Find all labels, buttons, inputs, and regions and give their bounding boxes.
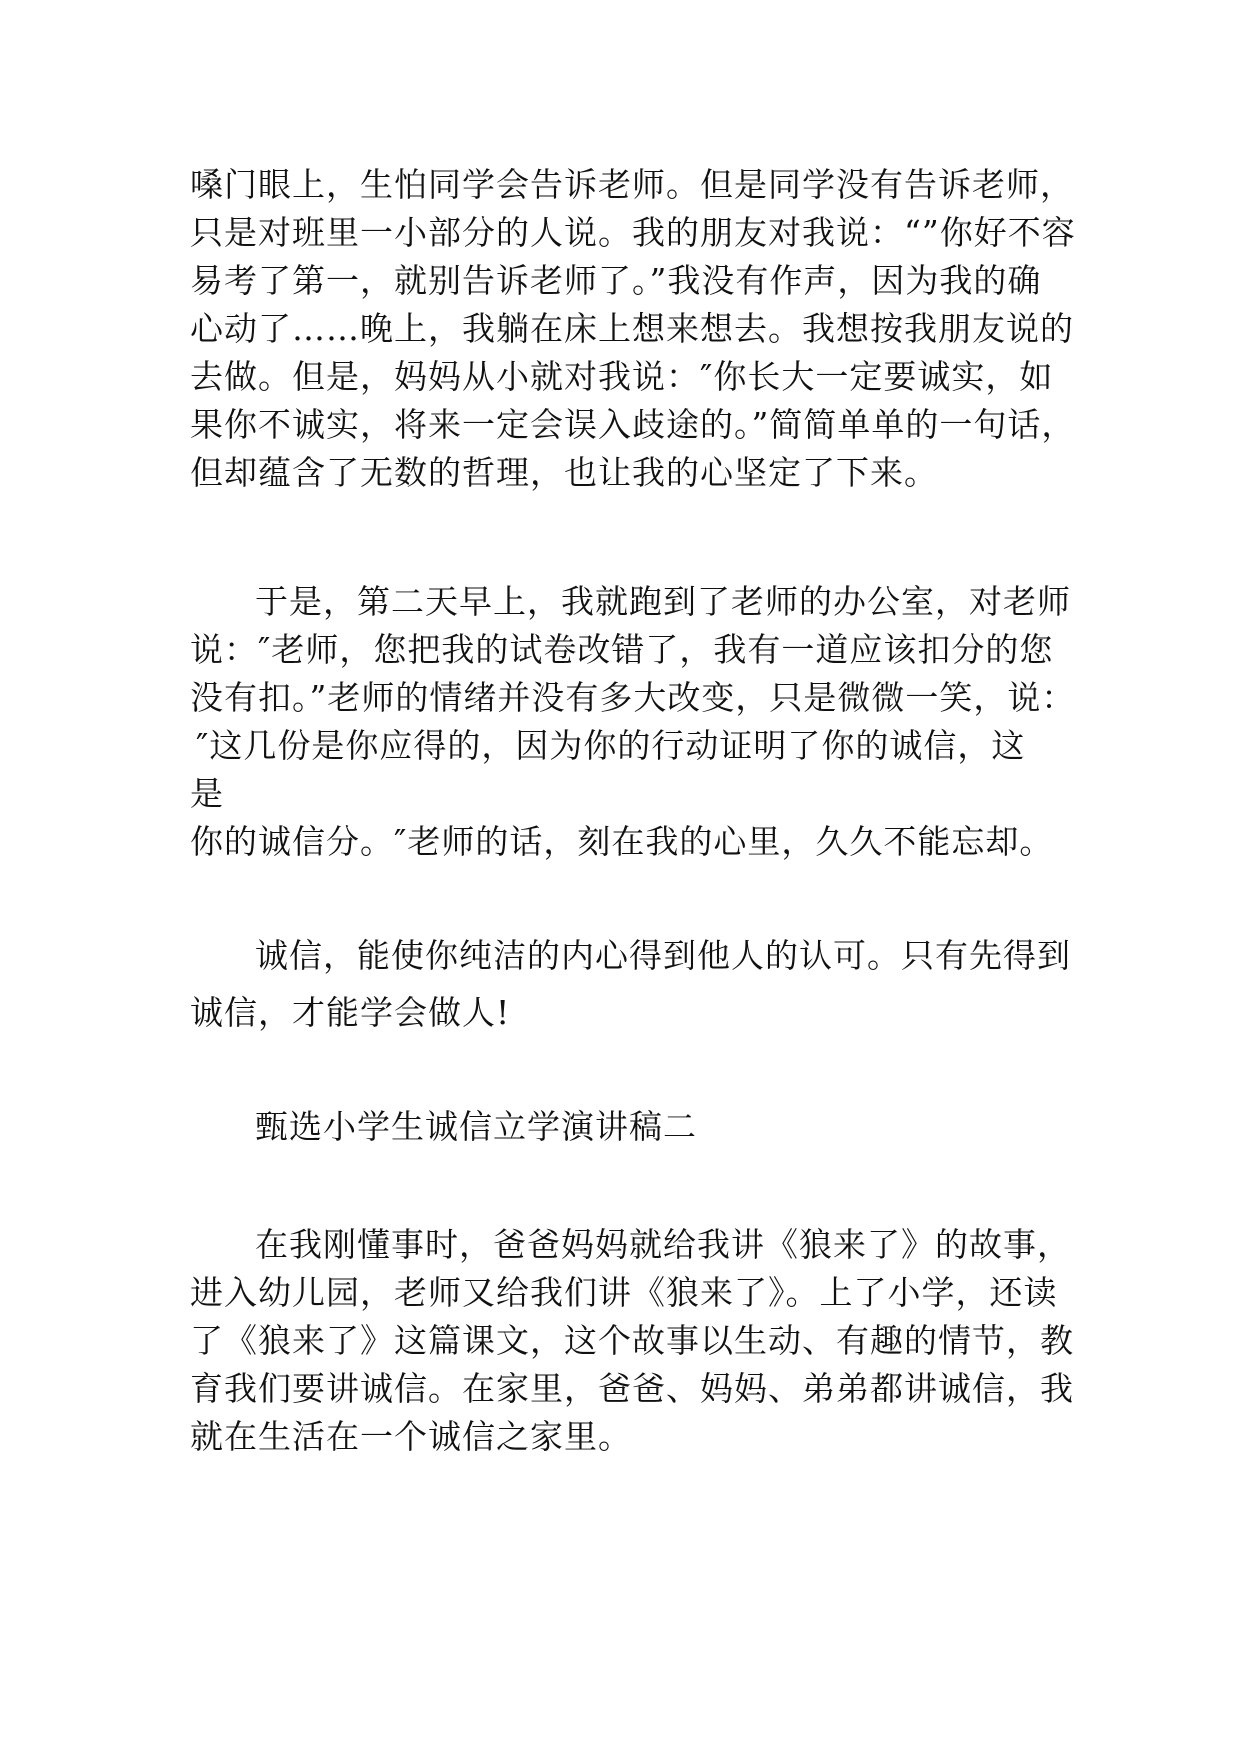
paragraph-5-line-1: 在我刚懂事时，爸爸妈妈就给我讲《狼来了》的故事， (255, 1225, 1071, 1264)
paragraph-1-line-2: 只是对班里一小部分的人说。我的朋友对我说：“”你好不容 (190, 213, 1076, 252)
paragraph-1-line-6: 果你不诚实，将来一定会误入歧途的。”简简单单的一句话， (190, 405, 1076, 444)
paragraph-5-line-2: 进入幼儿园，老师又给我们讲《狼来了》。上了小学，还读 (190, 1273, 1058, 1312)
paragraph-2-line-3: 没有扣。”老师的情绪并没有多大改变，只是微微一笑，说： (190, 678, 1076, 717)
paragraph-2-line-5: 是 (190, 774, 224, 813)
paragraph-3-line-2: 诚信，才能学会做人! (190, 993, 511, 1032)
paragraph-5-line-3: 了《狼来了》这篇课文，这个故事以生动、有趣的情节，教 (190, 1321, 1074, 1360)
paragraph-1-line-5: 去做。但是，妈妈从小就对我说：″你长大一定要诚实，如 (190, 357, 1054, 396)
paragraph-2-line-4: ″这几份是你应得的，因为你的行动证明了你的诚信，这 (196, 726, 1026, 765)
paragraph-1-line-3: 易考了第一，就别告诉老师了。”我没有作声，因为我的确 (190, 261, 1042, 300)
paragraph-3-line-1: 诚信，能使你纯洁的内心得到他人的认可。只有先得到 (255, 936, 1071, 975)
paragraph-2-line-1: 于是，第二天早上，我就跑到了老师的办公室，对老师 (255, 582, 1071, 621)
paragraph-1-line-7: 但却蕴含了无数的哲理，也让我的心坚定了下来。 (190, 453, 938, 492)
paragraph-1-line-4: 心动了……晚上，我躺在床上想来想去。我想按我朋友说的 (190, 309, 1074, 348)
paragraph-2-line-2: 说：″老师，您把我的试卷改错了，我有一道应该扣分的您 (190, 630, 1054, 669)
paragraph-1-line-1: 嗓门眼上，生怕同学会告诉老师。但是同学没有告诉老师， (190, 165, 1074, 204)
paragraph-5-line-5: 就在生活在一个诚信之家里。 (190, 1417, 632, 1456)
paragraph-5-line-4: 育我们要讲诚信。在家里，爸爸、妈妈、弟弟都讲诚信，我 (190, 1369, 1074, 1408)
paragraph-2-line-6: 你的诚信分。″老师的话，刻在我的心里，久久不能忘却。 (190, 822, 1054, 861)
section-heading: 甄选小学生诚信立学演讲稿二 (255, 1107, 697, 1146)
